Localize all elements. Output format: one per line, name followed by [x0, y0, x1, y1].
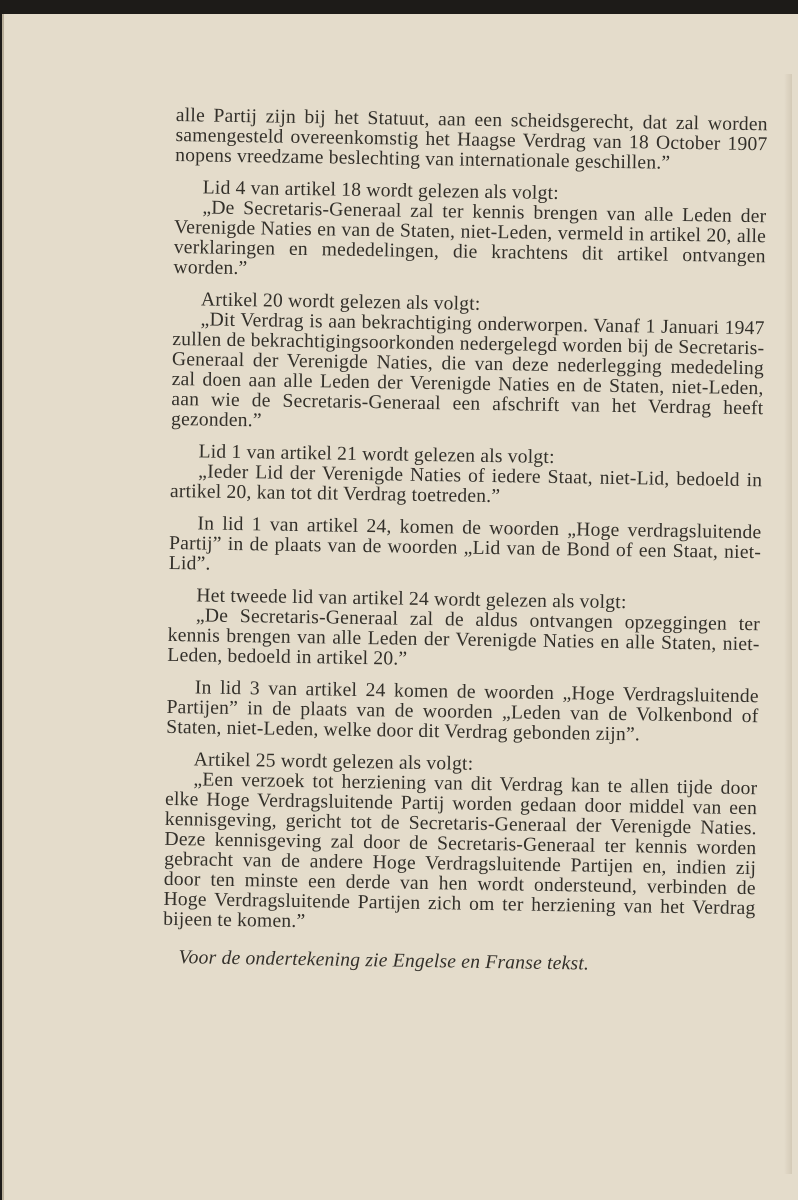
paragraph-quote-art18: „De Secretaris-Generaal zal ter kennis brengen van alle Leden der Verenigde Naties en van de Staten, niet-Leden, vermeld in artikel 20, alle verklaringen en mededelingen, die krachtens dit artikel ontvangen worden.” — [173, 197, 767, 280]
document-page — [2, 14, 798, 1200]
paragraph-heading-art24-lid2: Het tweede lid van artikel 24 wordt gelezen als volgt: — [196, 585, 627, 614]
paragraph-continuation: alle Partij zijn bij het Statuut, aan een scheidsgerecht, dat zal worden samengesteld overeenkomstig het Haagse Verdrag van 18 October 1907 nopens vreedzame beslechting van internationale geschillen.” — [175, 105, 768, 174]
paragraph-heading-art20: Artikel 20 wordt gelezen als volgt: — [200, 289, 481, 315]
paragraph-art24-lid1: In lid 1 van artikel 24, komen de woorden „Hoge verdragsluitende Partij” in de plaats van de woorden „Lid van de Bond of een Staat, niet-Lid”. — [168, 513, 762, 575]
paragraph-heading-art25: Artikel 25 wordt gelezen als volgt: — [193, 749, 474, 775]
paragraph-heading-art18: Lid 4 van artikel 18 wordt gelezen als volgt: — [202, 177, 559, 205]
paragraph-art24-lid3: In lid 3 van artikel 24 komen de woorden „Hoge Verdragsluitende Partijen” in de plaats van de woorden „Leden van de Volkenbond of Staten, niet-Leden, welke door dit Verdrag gebonden zijn”. — [166, 677, 759, 746]
paragraph-quote-art20: „Dit Verdrag is aan bekrachtiging onderworpen. Vanaf 1 Januari 1947 zullen de bekrachtigingsoorkonden nedergelegd worden bij de Secretaris-Generaal der Verenigde Naties, die van deze nederlegging mededeling zal doen aan alle Leden der Verenigde Naties en de Staten, niet-Leden, aan wie de Secretaris-Generaal een afschrift van het Verdrag heeft gezonden.” — [170, 309, 765, 432]
paragraph-quote-art25: „Een verzoek tot herziening van dit Verdrag kan te allen tijde door elke Hoge Verdragsluitende Partij worden gedaan door middel van een kennisgeving, gericht tot de Secretaris-Generaal der Verenigde Naties. Deze kennisgeving zal door de Secretaris-Generaal ter kennis worden gebracht van de andere Hoge Verdragsluitende Partijen en, indien zij door ten minste een derde van hen wordt ondersteund, verbinden de Hoge Verdragsluitende Partijen zich om ter herziening van het Verdrag bijeen te komen.” — [163, 769, 758, 933]
paragraph-heading-art21: Lid 1 van artikel 21 wordt gelezen als volgt: — [198, 441, 555, 468]
paragraph-quote-art21: „Ieder Lid der Verenigde Naties of iedere Staat, niet-Lid, bedoeld in artikel 20, kan tot dit Verdrag toetreden.” — [169, 461, 763, 508]
document-body — [162, 106, 767, 977]
closing-note: Voor de ondertekening zie Engelse en Franse tekst. — [178, 947, 590, 975]
paragraph-quote-art24-lid2: „De Secretaris-Generaal zal de aldus ontvangen opzeggingen ter kennis brengen van alle Leden der Verenigde Naties en alle Staten, niet-Leden, bedoeld in artikel 20.” — [167, 605, 761, 670]
